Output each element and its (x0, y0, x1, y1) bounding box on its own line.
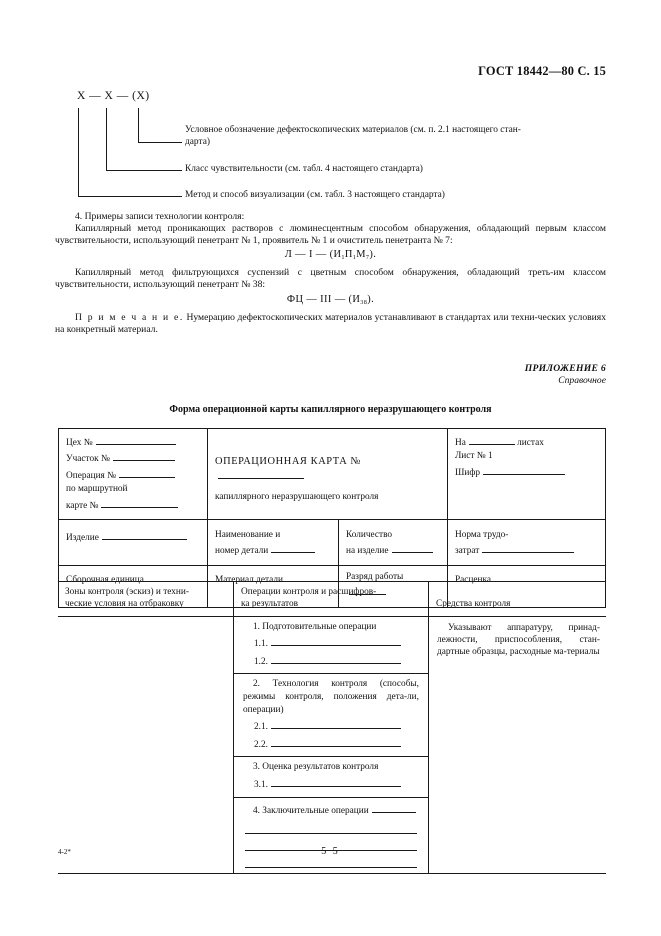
diagram-label-method (185, 189, 605, 201)
diagram-label-materials-line2: дарта) (185, 137, 210, 148)
note-text: Нумерацию дефектоскопических материалов устанавливают в стандартах или техни-ческих условиях на конкретный материал. (55, 311, 606, 335)
field-part-name-line1: Наименование и (215, 530, 281, 541)
operations-block-evaluation (234, 757, 428, 797)
note-label: П р и м е ч а н и е. (75, 311, 184, 323)
appendix-subtitle: Справочное (558, 375, 606, 387)
formula1-mid: П (344, 249, 353, 261)
formula1-sub1: 1 (341, 254, 345, 262)
operations-item-2-2-label: 2.2. (254, 739, 268, 750)
table-cell-zones-sketch[interactable] (58, 617, 233, 874)
operations-item-2-1-rule[interactable] (271, 718, 401, 729)
diagram-label-method-text: Метод и способ визуализации (см. табл. 3 настоящего стандарта) (185, 190, 445, 200)
paragraph-example-one: Капиллярный метод проникающих растворов с люминесцентным способом обнаружения, обладающий первым классом чувствительности, использующий пенетрант № 1, проявитель № 1 и очиститель пенетранта № 7: (55, 223, 606, 247)
formula1-sub3: 7 (365, 254, 370, 262)
field-operation-rule[interactable] (119, 467, 175, 478)
operations-item-3-1-rule[interactable] (271, 776, 401, 787)
field-cipher[interactable] (455, 464, 598, 480)
diagram-leader-top (138, 142, 182, 143)
diagram-label-sensitivity-class (185, 163, 605, 175)
diagram-stem-left (78, 108, 79, 196)
body-text-block (55, 211, 606, 336)
form-cell-product[interactable] (58, 520, 208, 565)
form-cell-card-title (208, 429, 448, 519)
table-header-operations (233, 582, 429, 616)
diagram-leader-bottom (78, 196, 182, 197)
field-operation-label: Операция № (66, 470, 117, 481)
control-operations-table (58, 581, 606, 874)
field-part-name-line2[interactable] (215, 542, 331, 558)
formula2-post: ). (367, 293, 375, 305)
operations-item-2-1[interactable] (243, 718, 419, 734)
field-part-name-rule[interactable] (271, 542, 315, 553)
field-area-label: Участок № (66, 454, 110, 465)
operations-item-1-1-rule[interactable] (271, 635, 401, 646)
designation-code: X — X — (X) (77, 90, 150, 102)
formula1-post: ). (369, 249, 377, 261)
field-route-card-label: карте № (66, 500, 99, 511)
formula1-pre: Л — I — (И (284, 249, 342, 261)
form-cell-quantity[interactable] (339, 520, 448, 565)
form-cell-sheet-info (448, 429, 606, 519)
form-row-product (58, 520, 606, 566)
field-part-name-label: номер детали (215, 546, 269, 557)
table-cell-operations (233, 617, 429, 874)
signature-mark: 4-2* (58, 848, 71, 856)
field-sheets-total-suffix: листах (517, 438, 544, 448)
field-cipher-label: Шифр (455, 467, 481, 478)
table-cell-means[interactable] (429, 617, 606, 874)
field-shop-rule[interactable] (96, 434, 176, 445)
formula1-sub2: 1 (352, 254, 357, 262)
formula1-mid2: М (356, 249, 366, 261)
formula-example-two (55, 294, 606, 309)
card-subtitle: капиллярного неразрушающего контроля (215, 491, 379, 502)
table-body-row (58, 617, 606, 875)
paragraph-examples-intro: 4. Примеры записи технологии контроля: (75, 211, 245, 222)
appendix-title: ПРИЛОЖЕНИЕ 6 (524, 363, 606, 374)
formula2-pre: ФЦ — III — (И (286, 293, 361, 305)
operations-block-final-label: 4. Заключительные операции (253, 805, 369, 816)
diagram-label-sensitivity-class-text: Класс чувствительности (см. табл. 4 настоящего стандарта) (185, 164, 423, 174)
operations-item-1-2[interactable] (243, 653, 419, 669)
operations-block-final (234, 798, 428, 874)
operations-item-3-1[interactable] (243, 776, 419, 792)
field-route-card-line1: по маршрутной (66, 484, 128, 495)
appendix-heading (525, 363, 606, 388)
field-shop[interactable] (66, 434, 200, 450)
designation-structure-diagram (55, 90, 606, 202)
card-number-rule[interactable] (218, 468, 304, 479)
field-route-card[interactable] (66, 497, 200, 513)
field-operation[interactable] (66, 467, 200, 483)
operations-block-preparatory-title: 1. Подготовительные операции (253, 621, 377, 632)
field-sheets-total-label: На (455, 438, 466, 448)
field-product-rule[interactable] (102, 529, 187, 540)
table-cell-means-text: Указывают аппаратуру, принад-лежности, приспособления, стан-дартные образцы, расходные ма-териалы (437, 622, 600, 658)
operations-item-1-2-label: 1.2. (254, 656, 268, 667)
operations-item-2-2-rule[interactable] (271, 736, 401, 747)
operations-item-3-1-label: 3.1. (254, 779, 268, 790)
field-work-grade-label: Разряд работы (346, 571, 404, 582)
field-shop-label: Цех № (66, 438, 93, 448)
field-product-label: Изделие (66, 533, 99, 544)
field-quantity-line2[interactable] (346, 542, 440, 558)
page-number: 5 5 (321, 846, 340, 857)
table-header-means (429, 582, 606, 616)
field-sheets-total-rule[interactable] (469, 434, 515, 445)
operations-item-2-1-label: 2.1. (254, 722, 268, 733)
operations-item-1-1-label: 1.1. (254, 639, 268, 650)
field-labor-norm-rule[interactable] (482, 542, 574, 553)
form-cell-part-name[interactable] (208, 520, 339, 565)
operations-block-preparatory (234, 617, 428, 675)
running-head: ГОСТ 18442—80 С. 15 (478, 64, 606, 78)
field-area[interactable] (66, 450, 200, 466)
field-quantity-rule[interactable] (392, 542, 433, 553)
operations-block-final-rule[interactable] (372, 802, 416, 813)
field-sheet-number: Лист № 1 (455, 451, 493, 462)
field-price-label: Расценка (455, 574, 492, 585)
table-header-operations-line1: Операции контроля и расшифров- (241, 587, 377, 597)
operations-block-evaluation-title: 3. Оценка результатов контроля (253, 762, 379, 773)
diagram-label-materials-line1: Условное обозначение дефектоскопических материалов (см. п. 2.1 настоящего стан- (185, 125, 521, 135)
paragraph-example-two: Капиллярный метод фильтрующихся суспензий с цветным способом обнаружения, обладающий треть-им классом чувствительности, использующий пенетрант № 38: (55, 267, 606, 291)
field-sheets-total[interactable] (455, 434, 598, 450)
field-cipher-rule[interactable] (483, 464, 565, 475)
field-labor-norm-line1: Норма трудо- (455, 530, 509, 541)
table-header-zones-line2: ческие условия на отбраковку (65, 599, 184, 610)
field-quantity-label: на изделие (346, 546, 389, 557)
table-header-operations-line2: ка результатов (241, 599, 298, 610)
form-cell-shop-info (58, 429, 208, 519)
formula-example-one (55, 249, 606, 264)
card-title-label: ОПЕРАЦИОННАЯ КАРТА № (215, 456, 362, 467)
form-row-identification (58, 428, 606, 520)
field-labor-norm-line2[interactable] (455, 542, 598, 558)
field-quantity-line1: Количество (346, 530, 393, 541)
operations-block-final-title[interactable] (243, 802, 419, 818)
field-part-material-label: Материал детали (215, 574, 283, 585)
formula2-sub: 38 (360, 298, 368, 306)
operations-block-technology-title: 2. Технология контроля (способы, режимы контроля, положения дета-ли, операции) (243, 679, 419, 715)
diagram-stem-middle (106, 108, 107, 170)
table-header-zones (58, 582, 233, 616)
card-title-line[interactable] (215, 455, 440, 484)
field-assembly-unit-label: Сборочная единица (66, 574, 144, 585)
operations-item-1-1[interactable] (243, 635, 419, 651)
form-caption: Форма операционной карты капиллярного неразрушающего контроля (169, 404, 492, 415)
diagram-leader-middle (106, 170, 182, 171)
operations-item-1-2-rule[interactable] (271, 653, 401, 664)
table-header-zones-line1: Зоны контроля (эскиз) и техни- (65, 587, 189, 597)
form-cell-labor-norm[interactable] (448, 520, 606, 565)
operations-block-technology (234, 674, 428, 757)
diagram-label-materials (185, 124, 605, 148)
operations-final-blank-1[interactable] (245, 820, 417, 834)
paragraph-note (55, 312, 606, 336)
diagram-stem-right (138, 108, 139, 142)
field-route-card-rule[interactable] (101, 497, 178, 508)
field-area-rule[interactable] (113, 450, 175, 461)
table-header-means-text: Средства контроля (436, 599, 511, 609)
operations-item-2-2[interactable] (243, 736, 419, 752)
field-labor-norm-label: затрат (455, 546, 480, 557)
table-header-row (58, 581, 606, 617)
